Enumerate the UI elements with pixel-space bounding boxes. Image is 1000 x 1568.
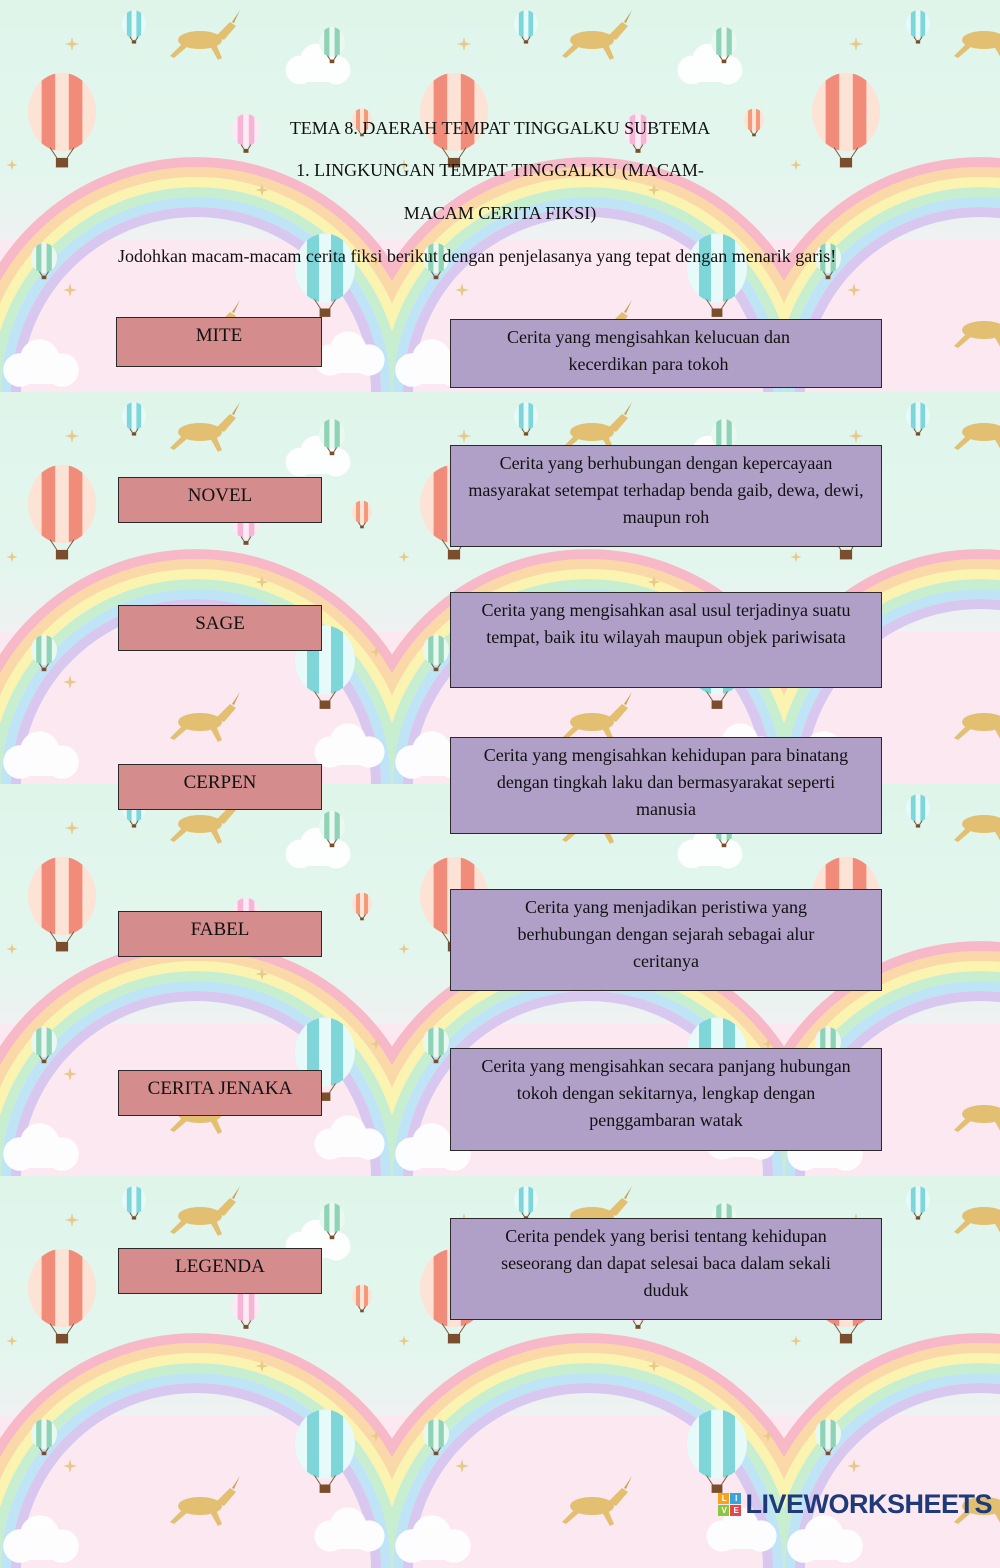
term-fabel[interactable]: FABEL [118,911,322,957]
term-sage[interactable]: SAGE [118,605,322,651]
hot-air-balloon-icon [906,10,930,44]
unicorn-icon [954,794,1000,844]
unicorn-icon [170,10,240,60]
liveworksheets-logo-icon: L I V E [718,1493,741,1516]
sparkle-star-icon [65,821,79,835]
description-7[interactable]: Cerita pendek yang berisi tentang kehidupan seseorang dan dapat selesai baca dalam sekali duduk [450,1218,882,1320]
sparkle-star-icon [849,429,863,443]
hot-air-balloon-icon [28,463,96,559]
sparkle-star-icon [398,943,409,954]
hot-air-balloon-icon [906,794,930,828]
description-5[interactable]: Cerita yang menjadikan peristiwa yang berhubungan dengan sejarah sebagai alur ceritanya [450,889,882,991]
description-2[interactable]: Cerita yang berhubungan dengan kepercayaan masyarakat setempat terhadap benda gaib, dewa, dewi, maupun roh [450,445,882,547]
hot-air-balloon-icon [232,1289,260,1329]
instruction-text: Jodohkan macam-macam cerita fiksi berikut dengan penjelasanya yang tepat dengan menarik garis! [118,246,837,266]
background-tile [0,1176,392,1568]
term-mite[interactable]: MITE [116,317,322,367]
hot-air-balloon-icon [906,402,930,436]
sparkle-star-icon [6,1335,17,1346]
term-legenda[interactable]: LEGENDA [118,1248,322,1294]
unicorn-icon [562,10,632,60]
sparkle-star-icon [65,1213,79,1227]
page-title-line-1: TEMA 8. DAERAH TEMPAT TINGGALKU SUBTEMA [289,118,711,138]
term-cerita-jenaka[interactable]: CERITA JENAKA [118,1070,322,1116]
brand-name: LIVEWORKSHEETS [745,1488,992,1519]
hot-air-balloon-icon [812,71,880,167]
hot-air-balloon-icon [122,1186,146,1220]
sparkle-star-icon [6,159,17,170]
unicorn-icon [170,1186,240,1236]
sparkle-star-icon [65,37,79,51]
term-novel[interactable]: NOVEL [118,477,322,523]
page-title-line-3: MACAM CERITA FIKSI) [403,203,597,223]
hot-air-balloon-icon [28,855,96,951]
sparkle-star-icon [790,1335,801,1346]
hot-air-balloon-icon [28,1247,96,1343]
unicorn-icon [954,1186,1000,1236]
hot-air-balloon-icon [28,71,96,167]
hot-air-balloon-icon [514,402,538,436]
hot-air-balloon-icon [352,892,372,920]
hot-air-balloon-icon [514,1186,538,1220]
sparkle-star-icon [6,943,17,954]
hot-air-balloon-icon [352,1284,372,1312]
liveworksheets-brand[interactable] [718,1489,992,1519]
sparkle-star-icon [457,429,471,443]
background-tile [0,784,392,1176]
sparkle-star-icon [65,429,79,443]
description-4[interactable]: Cerita yang mengisahkan kehidupan para binatang dengan tingkah laku dan bermasyarakat seperti manusia [450,737,882,834]
description-6[interactable]: Cerita yang mengisahkan secara panjang hubungan tokoh dengan sekitarnya, lengkap dengan penggambaran watak [450,1048,882,1151]
description-3[interactable]: Cerita yang mengisahkan asal usul terjadinya suatu tempat, baik itu wilayah maupun objek pariwisata [450,592,882,688]
description-1[interactable]: Cerita yang mengisahkan kelucuan dan kecerdikan para tokoh [450,319,882,388]
unicorn-icon [954,10,1000,60]
sparkle-star-icon [457,37,471,51]
sparkle-star-icon [398,551,409,562]
sparkle-star-icon [6,551,17,562]
hot-air-balloon-icon [352,500,372,528]
unicorn-icon [170,402,240,452]
sparkle-star-icon [790,551,801,562]
hot-air-balloon-icon [514,10,538,44]
sparkle-star-icon [398,1335,409,1346]
unicorn-icon [954,402,1000,452]
term-cerpen[interactable]: CERPEN [118,764,322,810]
hot-air-balloon-icon [906,1186,930,1220]
page-title-line-2: 1. LINGKUNGAN TEMPAT TINGGALKU (MACAM- [296,160,704,180]
hot-air-balloon-icon [122,402,146,436]
hot-air-balloon-icon [122,10,146,44]
background-tile [0,392,392,784]
sparkle-star-icon [849,37,863,51]
